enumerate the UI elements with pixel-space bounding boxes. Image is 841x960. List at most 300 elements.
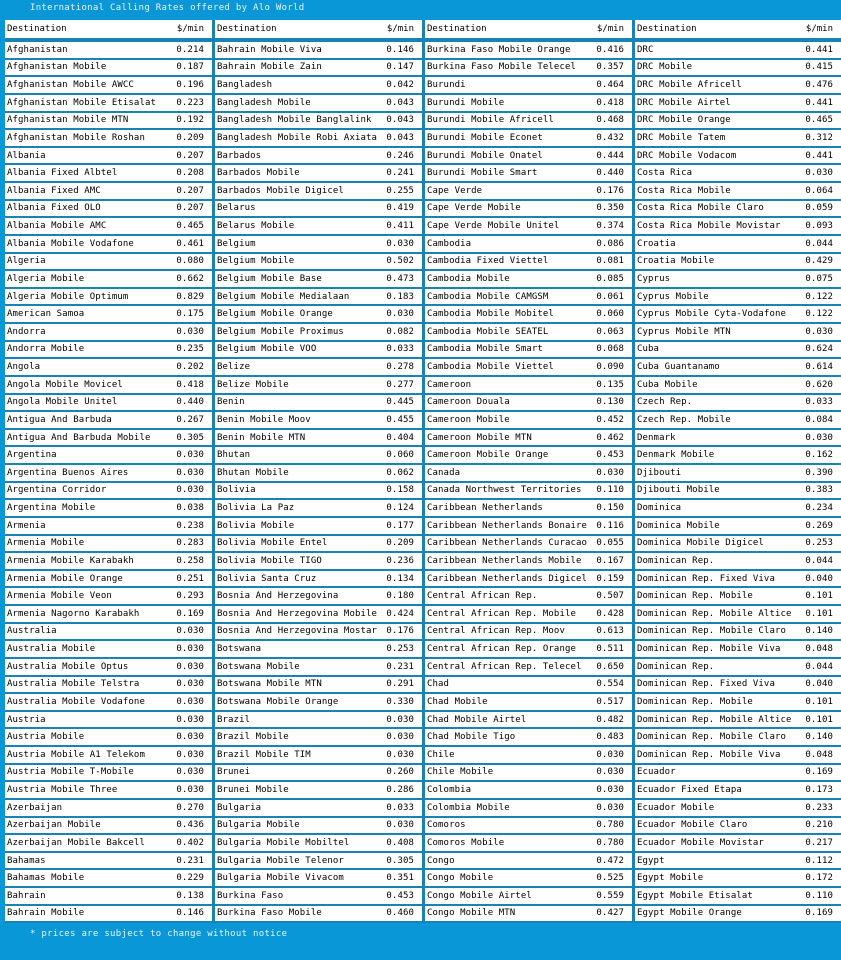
table-row: [635, 853, 841, 869]
table-row: [215, 518, 422, 534]
destination-cell: Costa Rica: [637, 168, 693, 179]
destination-cell: Belgium Mobile Medialaan: [217, 291, 350, 302]
table-row: [215, 659, 422, 675]
destination-cell: Antigua And Barbuda Mobile: [7, 432, 151, 443]
table-row: [215, 271, 422, 287]
table-row: [425, 888, 632, 904]
rate-cell: 0.192: [176, 115, 204, 126]
destination-cell: American Samoa: [7, 309, 85, 320]
rate-cell: 0.030: [386, 309, 414, 320]
rate-cell: 0.030: [176, 767, 204, 778]
table-row: [425, 306, 632, 322]
table-row: [425, 624, 632, 640]
destination-cell: Afghanistan Mobile AWCC: [7, 80, 134, 91]
rate-cell: 0.238: [176, 520, 204, 531]
destination-cell: Belize: [217, 362, 251, 373]
destination-cell: Bosnia And Herzegovina Mobile: [217, 608, 378, 619]
destination-cell: Ecuador Mobile Movistar: [637, 837, 764, 848]
rate-cell: 0.030: [176, 644, 204, 655]
rate-cell: 0.044: [805, 555, 833, 566]
rate-cell: 0.418: [176, 379, 204, 390]
destination-cell: Cyprus: [637, 273, 671, 284]
rate-cell: 0.312: [805, 132, 833, 143]
rate-cell: 0.441: [805, 44, 833, 55]
rate-cell: 0.196: [176, 80, 204, 91]
destination-cell: Burundi Mobile Africell: [427, 115, 554, 126]
table-row: [425, 324, 632, 340]
table-row: [5, 483, 212, 499]
rate-cell: 0.441: [805, 97, 833, 108]
destination-cell: Brunei Mobile: [217, 785, 289, 796]
rate-cell: 0.110: [596, 485, 624, 496]
table-row: [215, 430, 422, 446]
destination-header: Destination: [7, 24, 67, 34]
table-row: [215, 765, 422, 781]
rate-cell: 0.390: [805, 467, 833, 478]
destination-cell: Argentina Buenos Aires: [7, 467, 129, 478]
destination-cell: Comoros Mobile: [427, 837, 505, 848]
table-row: [425, 359, 632, 375]
rate-cell: 0.559: [596, 890, 624, 901]
rate-cell: 0.613: [596, 626, 624, 637]
destination-cell: Bahrain: [7, 890, 46, 901]
rate-cell: 0.253: [386, 644, 414, 655]
rate-cell: 0.267: [176, 414, 204, 425]
rate-cell: 0.517: [596, 696, 624, 707]
table-row: [215, 412, 422, 428]
destination-cell: Argentina: [7, 450, 57, 461]
destination-cell: Dominican Rep. Mobile Viva: [637, 749, 781, 760]
table-row: [215, 465, 422, 481]
rate-cell: 0.169: [805, 767, 833, 778]
destination-cell: Andorra Mobile: [7, 344, 85, 355]
rate-cell: 0.082: [386, 326, 414, 337]
table-row: [425, 60, 632, 76]
destination-cell: Burundi Mobile Econet: [427, 132, 543, 143]
destination-cell: Afghanistan Mobile MTN: [7, 115, 129, 126]
table-row: [215, 729, 422, 745]
table-row: [635, 465, 841, 481]
table-row: [635, 906, 841, 922]
rate-cell: 0.122: [805, 309, 833, 320]
table-row: [5, 853, 212, 869]
rate-cell: 0.081: [596, 256, 624, 267]
rate-cell: 0.374: [596, 221, 624, 232]
destination-cell: Cameroon Mobile: [427, 414, 510, 425]
destination-cell: Belgium: [217, 238, 256, 249]
rate-cell: 0.146: [386, 44, 414, 55]
rate-cell: 0.404: [386, 432, 414, 443]
rate-cell: 0.173: [805, 785, 833, 796]
destination-cell: Armenia Mobile: [7, 538, 85, 549]
rate-cell: 0.030: [596, 467, 624, 478]
destination-cell: Chile: [427, 749, 455, 760]
destination-cell: Czech Rep.: [637, 397, 693, 408]
rate-cell: 0.251: [176, 573, 204, 584]
destination-cell: Benin Mobile MTN: [217, 432, 306, 443]
table-row: [635, 306, 841, 322]
table-row: [425, 77, 632, 93]
rate-cell: 0.130: [596, 397, 624, 408]
destination-cell: Cambodia Mobile CAMGSM: [427, 291, 549, 302]
destination-cell: Denmark Mobile: [637, 450, 715, 461]
rate-cell: 0.507: [596, 591, 624, 602]
destination-cell: Cyprus Mobile: [637, 291, 709, 302]
rate-cell: 0.482: [596, 714, 624, 725]
table-row: [425, 835, 632, 851]
table-row: [5, 606, 212, 622]
rate-cell: 0.044: [805, 238, 833, 249]
destination-cell: Afghanistan: [7, 44, 68, 55]
table-row: [635, 729, 841, 745]
table-row: [425, 271, 632, 287]
destination-cell: Benin Mobile Moov: [217, 414, 311, 425]
table-row: [215, 747, 422, 763]
table-row: [5, 324, 212, 340]
destination-cell: Central African Rep. Orange: [427, 644, 576, 655]
rate-cell: 0.086: [596, 238, 624, 249]
table-row: [215, 571, 422, 587]
destination-cell: Andorra: [7, 326, 46, 337]
rate-cell: 0.829: [176, 291, 204, 302]
destination-cell: Belize Mobile: [217, 379, 289, 390]
rate-cell: 0.110: [805, 890, 833, 901]
table-row: [635, 377, 841, 393]
table-row: [215, 289, 422, 305]
table-row: [215, 130, 422, 146]
destination-cell: DRC Mobile: [637, 62, 693, 73]
destination-cell: Belgium Mobile VOO: [217, 344, 317, 355]
rate-cell: 0.116: [596, 520, 624, 531]
destination-cell: Australia Mobile: [7, 644, 96, 655]
destination-cell: Egypt Mobile Orange: [637, 908, 742, 919]
destination-cell: Azerbaijan Mobile: [7, 820, 101, 831]
destination-cell: Belgium Mobile: [217, 256, 295, 267]
table-row: [5, 500, 212, 516]
rate-cell: 0.138: [176, 890, 204, 901]
table-row: [425, 254, 632, 270]
table-row: [215, 536, 422, 552]
destination-cell: Bulgaria Mobile Vivacom: [217, 873, 344, 884]
table-row: [635, 201, 841, 217]
rate-cell: 0.060: [596, 309, 624, 320]
destination-cell: Bhutan Mobile: [217, 467, 289, 478]
rate-cell: 0.624: [805, 344, 833, 355]
destination-cell: Croatia Mobile: [637, 256, 715, 267]
destination-cell: Dominica: [637, 503, 682, 514]
rate-cell: 0.278: [386, 362, 414, 373]
destination-cell: Cambodia Mobile Mobitel: [427, 309, 554, 320]
destination-cell: Barbados Mobile: [217, 168, 300, 179]
destination-cell: Burkina Faso Mobile Telecel: [427, 62, 576, 73]
table-row: [215, 641, 422, 657]
destination-cell: Bolivia La Paz: [217, 503, 295, 514]
table-row: [5, 218, 212, 234]
table-row: [215, 254, 422, 270]
table-row: [635, 395, 841, 411]
rate-cell: 0.124: [386, 503, 414, 514]
rate-cell: 0.040: [805, 679, 833, 690]
table-row: [215, 588, 422, 604]
table-row: [215, 359, 422, 375]
destination-cell: Cambodia Mobile Viettel: [427, 362, 554, 373]
rate-cell: 0.440: [596, 168, 624, 179]
table-row: [425, 677, 632, 693]
table-row: [5, 306, 212, 322]
table-row: [425, 518, 632, 534]
destination-cell: Central African Rep. Mobile: [427, 608, 576, 619]
table-row: [635, 42, 841, 58]
table-row: [5, 729, 212, 745]
table-row: [635, 271, 841, 287]
table-row: [5, 571, 212, 587]
rate-cell: 0.075: [805, 273, 833, 284]
table-row: [215, 694, 422, 710]
rates-column: [425, 20, 632, 923]
rate-cell: 0.043: [386, 132, 414, 143]
destination-cell: Brazil: [217, 714, 251, 725]
destination-cell: Austria Mobile T-Mobile: [7, 767, 134, 778]
table-row: [635, 835, 841, 851]
table-row: [635, 712, 841, 728]
table-row: [635, 236, 841, 252]
table-row: [425, 218, 632, 234]
rate-cell: 0.452: [596, 414, 624, 425]
destination-cell: Djibouti Mobile: [637, 485, 720, 496]
destination-cell: Belgium Mobile Base: [217, 273, 322, 284]
destination-cell: Burkina Faso Mobile: [217, 908, 322, 919]
destination-cell: Central African Rep. Moov: [427, 626, 565, 637]
destination-cell: Cyprus Mobile MTN: [637, 326, 731, 337]
rate-cell: 0.048: [805, 749, 833, 760]
destination-cell: Burundi Mobile Smart: [427, 168, 538, 179]
table-row: [425, 765, 632, 781]
destination-cell: Bangladesh Mobile Banglalink: [217, 115, 372, 126]
destination-cell: DRC Mobile Africell: [637, 80, 742, 91]
table-row: [635, 183, 841, 199]
table-row: [5, 130, 212, 146]
destination-cell: Dominican Rep. Fixed Viva: [637, 679, 775, 690]
destination-cell: Ecuador Mobile: [637, 802, 715, 813]
destination-cell: Cuba Mobile: [637, 379, 698, 390]
destination-header: Destination: [637, 24, 697, 34]
table-row: [5, 870, 212, 886]
rate-cell: 0.383: [805, 485, 833, 496]
rate-cell: 0.511: [596, 644, 624, 655]
destination-cell: Chad Mobile Airtel: [427, 714, 527, 725]
rate-cell: 0.062: [386, 467, 414, 478]
table-row: [215, 77, 422, 93]
rate-header: $/min: [386, 24, 414, 34]
table-row: [215, 800, 422, 816]
rate-cell: 0.030: [176, 785, 204, 796]
destination-cell: Austria: [7, 714, 46, 725]
rate-cell: 0.217: [805, 837, 833, 848]
table-row: [635, 536, 841, 552]
table-row: [635, 641, 841, 657]
destination-cell: Cameroon Mobile MTN: [427, 432, 532, 443]
destination-cell: Congo: [427, 855, 455, 866]
rate-cell: 0.483: [596, 732, 624, 743]
table-row: [635, 765, 841, 781]
table-row: [215, 870, 422, 886]
destination-cell: Belgium Mobile Orange: [217, 309, 333, 320]
destination-cell: Bahrain Mobile Zain: [217, 62, 322, 73]
destination-cell: Czech Rep. Mobile: [637, 414, 731, 425]
destination-cell: Bosnia And Herzegovina: [217, 591, 339, 602]
rate-cell: 0.150: [596, 503, 624, 514]
destination-cell: Dominica Mobile: [637, 520, 720, 531]
destination-cell: Egypt Mobile Etisalat: [637, 890, 753, 901]
rate-cell: 0.059: [805, 203, 833, 214]
destination-cell: Antigua And Barbuda: [7, 414, 112, 425]
table-row: [635, 588, 841, 604]
rate-cell: 0.084: [805, 414, 833, 425]
destination-cell: Dominican Rep. Mobile: [637, 696, 753, 707]
rate-cell: 0.453: [596, 450, 624, 461]
rate-cell: 0.030: [805, 432, 833, 443]
destination-cell: DRC Mobile Airtel: [637, 97, 731, 108]
destination-cell: Bosnia And Herzegovina Mostar: [217, 626, 378, 637]
table-row: [215, 42, 422, 58]
table-row: [5, 835, 212, 851]
rate-cell: 0.085: [596, 273, 624, 284]
destination-cell: Brazil Mobile TIM: [217, 749, 311, 760]
table-row: [5, 60, 212, 76]
table-row: [5, 95, 212, 111]
rate-cell: 0.169: [176, 608, 204, 619]
destination-cell: Albania Fixed Albtel: [7, 168, 118, 179]
rate-cell: 0.030: [386, 820, 414, 831]
rate-cell: 0.427: [596, 908, 624, 919]
destination-cell: Australia Mobile Telstra: [7, 679, 140, 690]
rate-cell: 0.419: [386, 203, 414, 214]
rate-cell: 0.134: [386, 573, 414, 584]
rate-cell: 0.411: [386, 221, 414, 232]
rate-cell: 0.436: [176, 820, 204, 831]
rate-cell: 0.064: [805, 185, 833, 196]
destination-cell: Bahrain Mobile: [7, 908, 85, 919]
rate-cell: 0.030: [176, 485, 204, 496]
destination-cell: Ecuador Fixed Etapa: [637, 785, 742, 796]
rate-cell: 0.209: [176, 132, 204, 143]
rate-cell: 0.030: [386, 749, 414, 760]
table-row: [425, 130, 632, 146]
table-row: [425, 553, 632, 569]
destination-cell: Cambodia Mobile: [427, 273, 510, 284]
table-row: [215, 342, 422, 358]
rate-cell: 0.030: [176, 749, 204, 760]
table-row: [425, 694, 632, 710]
destination-cell: Dominica Mobile Digicel: [637, 538, 764, 549]
rate-cell: 0.283: [176, 538, 204, 549]
destination-cell: Bolivia: [217, 485, 256, 496]
table-row: [215, 624, 422, 640]
destination-cell: Bolivia Mobile Entel: [217, 538, 328, 549]
table-header-row: [5, 20, 212, 38]
rate-cell: 0.229: [176, 873, 204, 884]
table-row: [215, 183, 422, 199]
table-row: [425, 483, 632, 499]
destination-cell: Chad Mobile: [427, 696, 488, 707]
rates-column: [5, 20, 212, 923]
rate-cell: 0.140: [805, 732, 833, 743]
table-row: [635, 130, 841, 146]
table-row: [425, 712, 632, 728]
rate-cell: 0.780: [596, 820, 624, 831]
table-header-row: [215, 20, 422, 38]
rate-cell: 0.043: [386, 97, 414, 108]
table-row: [215, 113, 422, 129]
destination-cell: Bulgaria Mobile Mobiltel: [217, 837, 350, 848]
table-row: [635, 782, 841, 798]
table-row: [5, 747, 212, 763]
rate-cell: 0.030: [596, 785, 624, 796]
table-row: [215, 148, 422, 164]
rate-cell: 0.236: [386, 555, 414, 566]
rate-cell: 0.122: [805, 291, 833, 302]
destination-cell: Afghanistan Mobile: [7, 62, 107, 73]
rate-cell: 0.305: [386, 855, 414, 866]
table-row: [425, 42, 632, 58]
rate-cell: 0.424: [386, 608, 414, 619]
table-row: [635, 289, 841, 305]
rate-cell: 0.440: [176, 397, 204, 408]
table-header-row: [425, 20, 632, 38]
rate-cell: 0.180: [386, 591, 414, 602]
table-row: [5, 553, 212, 569]
table-row: [5, 694, 212, 710]
destination-cell: Central African Rep.: [427, 591, 538, 602]
table-row: [635, 165, 841, 181]
rate-cell: 0.093: [805, 221, 833, 232]
table-row: [5, 395, 212, 411]
rates-table: [5, 20, 841, 923]
rate-cell: 0.464: [596, 80, 624, 91]
rate-cell: 0.461: [176, 238, 204, 249]
destination-cell: Albania: [7, 150, 46, 161]
destination-cell: Bolivia Mobile TIGO: [217, 555, 322, 566]
destination-cell: Dominican Rep. Mobile Viva: [637, 644, 781, 655]
table-row: [215, 782, 422, 798]
rate-cell: 0.101: [805, 591, 833, 602]
destination-cell: Canada: [427, 467, 461, 478]
table-row: [425, 465, 632, 481]
rate-cell: 0.468: [596, 115, 624, 126]
table-row: [425, 853, 632, 869]
rate-cell: 0.209: [386, 538, 414, 549]
rate-cell: 0.330: [386, 696, 414, 707]
destination-cell: Dominican Rep.: [637, 555, 715, 566]
destination-cell: Cape Verde: [427, 185, 483, 196]
table-row: [215, 236, 422, 252]
table-row: [425, 906, 632, 922]
destination-cell: Canada Northwest Territories: [427, 485, 582, 496]
destination-cell: Angola: [7, 362, 41, 373]
destination-cell: Algeria: [7, 256, 46, 267]
table-row: [425, 165, 632, 181]
table-row: [215, 677, 422, 693]
rate-cell: 0.260: [386, 767, 414, 778]
table-row: [635, 113, 841, 129]
destination-cell: Burkina Faso Mobile Orange: [427, 44, 571, 55]
rate-cell: 0.033: [386, 802, 414, 813]
destination-cell: Brunei: [217, 767, 251, 778]
rate-cell: 0.269: [805, 520, 833, 531]
destination-cell: Afghanistan Mobile Roshan: [7, 132, 145, 143]
rate-cell: 0.502: [386, 256, 414, 267]
rate-cell: 0.101: [805, 696, 833, 707]
